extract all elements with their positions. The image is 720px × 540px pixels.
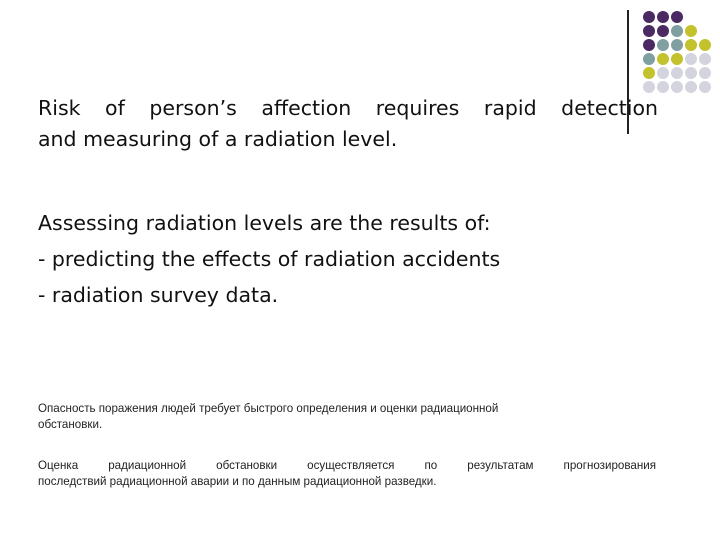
decorative-dot bbox=[657, 25, 669, 37]
decorative-dot bbox=[657, 11, 669, 23]
decorative-dot bbox=[699, 81, 711, 93]
paragraph-assessing bbox=[38, 205, 658, 313]
decorative-dot bbox=[671, 53, 683, 65]
decorative-dot bbox=[657, 39, 669, 51]
decorative-dot bbox=[685, 39, 697, 51]
russian-paragraph-assessing-line-2: последствий радиационной аварии и по данным радиационной разведки. bbox=[38, 475, 437, 488]
decorative-dot bbox=[685, 25, 697, 37]
decorative-dot bbox=[685, 53, 697, 65]
paragraph-risk bbox=[38, 93, 658, 155]
russian-paragraph-risk-line-1: Опасность поражения людей требует быстрого определения и оценки радиационной bbox=[38, 402, 499, 415]
decorative-dot bbox=[643, 39, 655, 51]
decorative-dot bbox=[657, 81, 669, 93]
decorative-dot bbox=[699, 39, 711, 51]
decorative-dot bbox=[643, 25, 655, 37]
russian-paragraph-risk bbox=[38, 401, 656, 433]
paragraph-risk-line-1: Risk of person’s affection requires rapid detection bbox=[38, 96, 658, 120]
paragraph-assessing-line-1: Assessing radiation levels are the results of: bbox=[38, 211, 491, 235]
paragraph-assessing-line-2: - predicting the effects of radiation accidents bbox=[38, 247, 501, 271]
russian-paragraph-assessing-line-1: Оценка радиационной обстановки осуществляется по результатам прогнозирования bbox=[38, 459, 656, 472]
decorative-dot bbox=[671, 81, 683, 93]
russian-paragraph-risk-line-2: обстановки. bbox=[38, 418, 103, 431]
decorative-dot bbox=[643, 81, 655, 93]
decorative-dot bbox=[657, 53, 669, 65]
decorative-dot bbox=[671, 67, 683, 79]
russian-paragraph-assessing bbox=[38, 458, 656, 490]
decorative-dot bbox=[643, 53, 655, 65]
decorative-dot bbox=[643, 67, 655, 79]
decorative-dot bbox=[671, 25, 683, 37]
decorative-dot bbox=[685, 67, 697, 79]
decorative-dot bbox=[699, 53, 711, 65]
decorative-dot bbox=[685, 81, 697, 93]
decorative-dot bbox=[657, 67, 669, 79]
decorative-dot bbox=[643, 11, 655, 23]
decorative-dot bbox=[671, 11, 683, 23]
decorative-dot bbox=[699, 67, 711, 79]
paragraph-assessing-line-3: - radiation survey data. bbox=[38, 283, 279, 307]
paragraph-risk-line-2: and measuring of a radiation level. bbox=[38, 127, 398, 151]
decorative-dot bbox=[671, 39, 683, 51]
